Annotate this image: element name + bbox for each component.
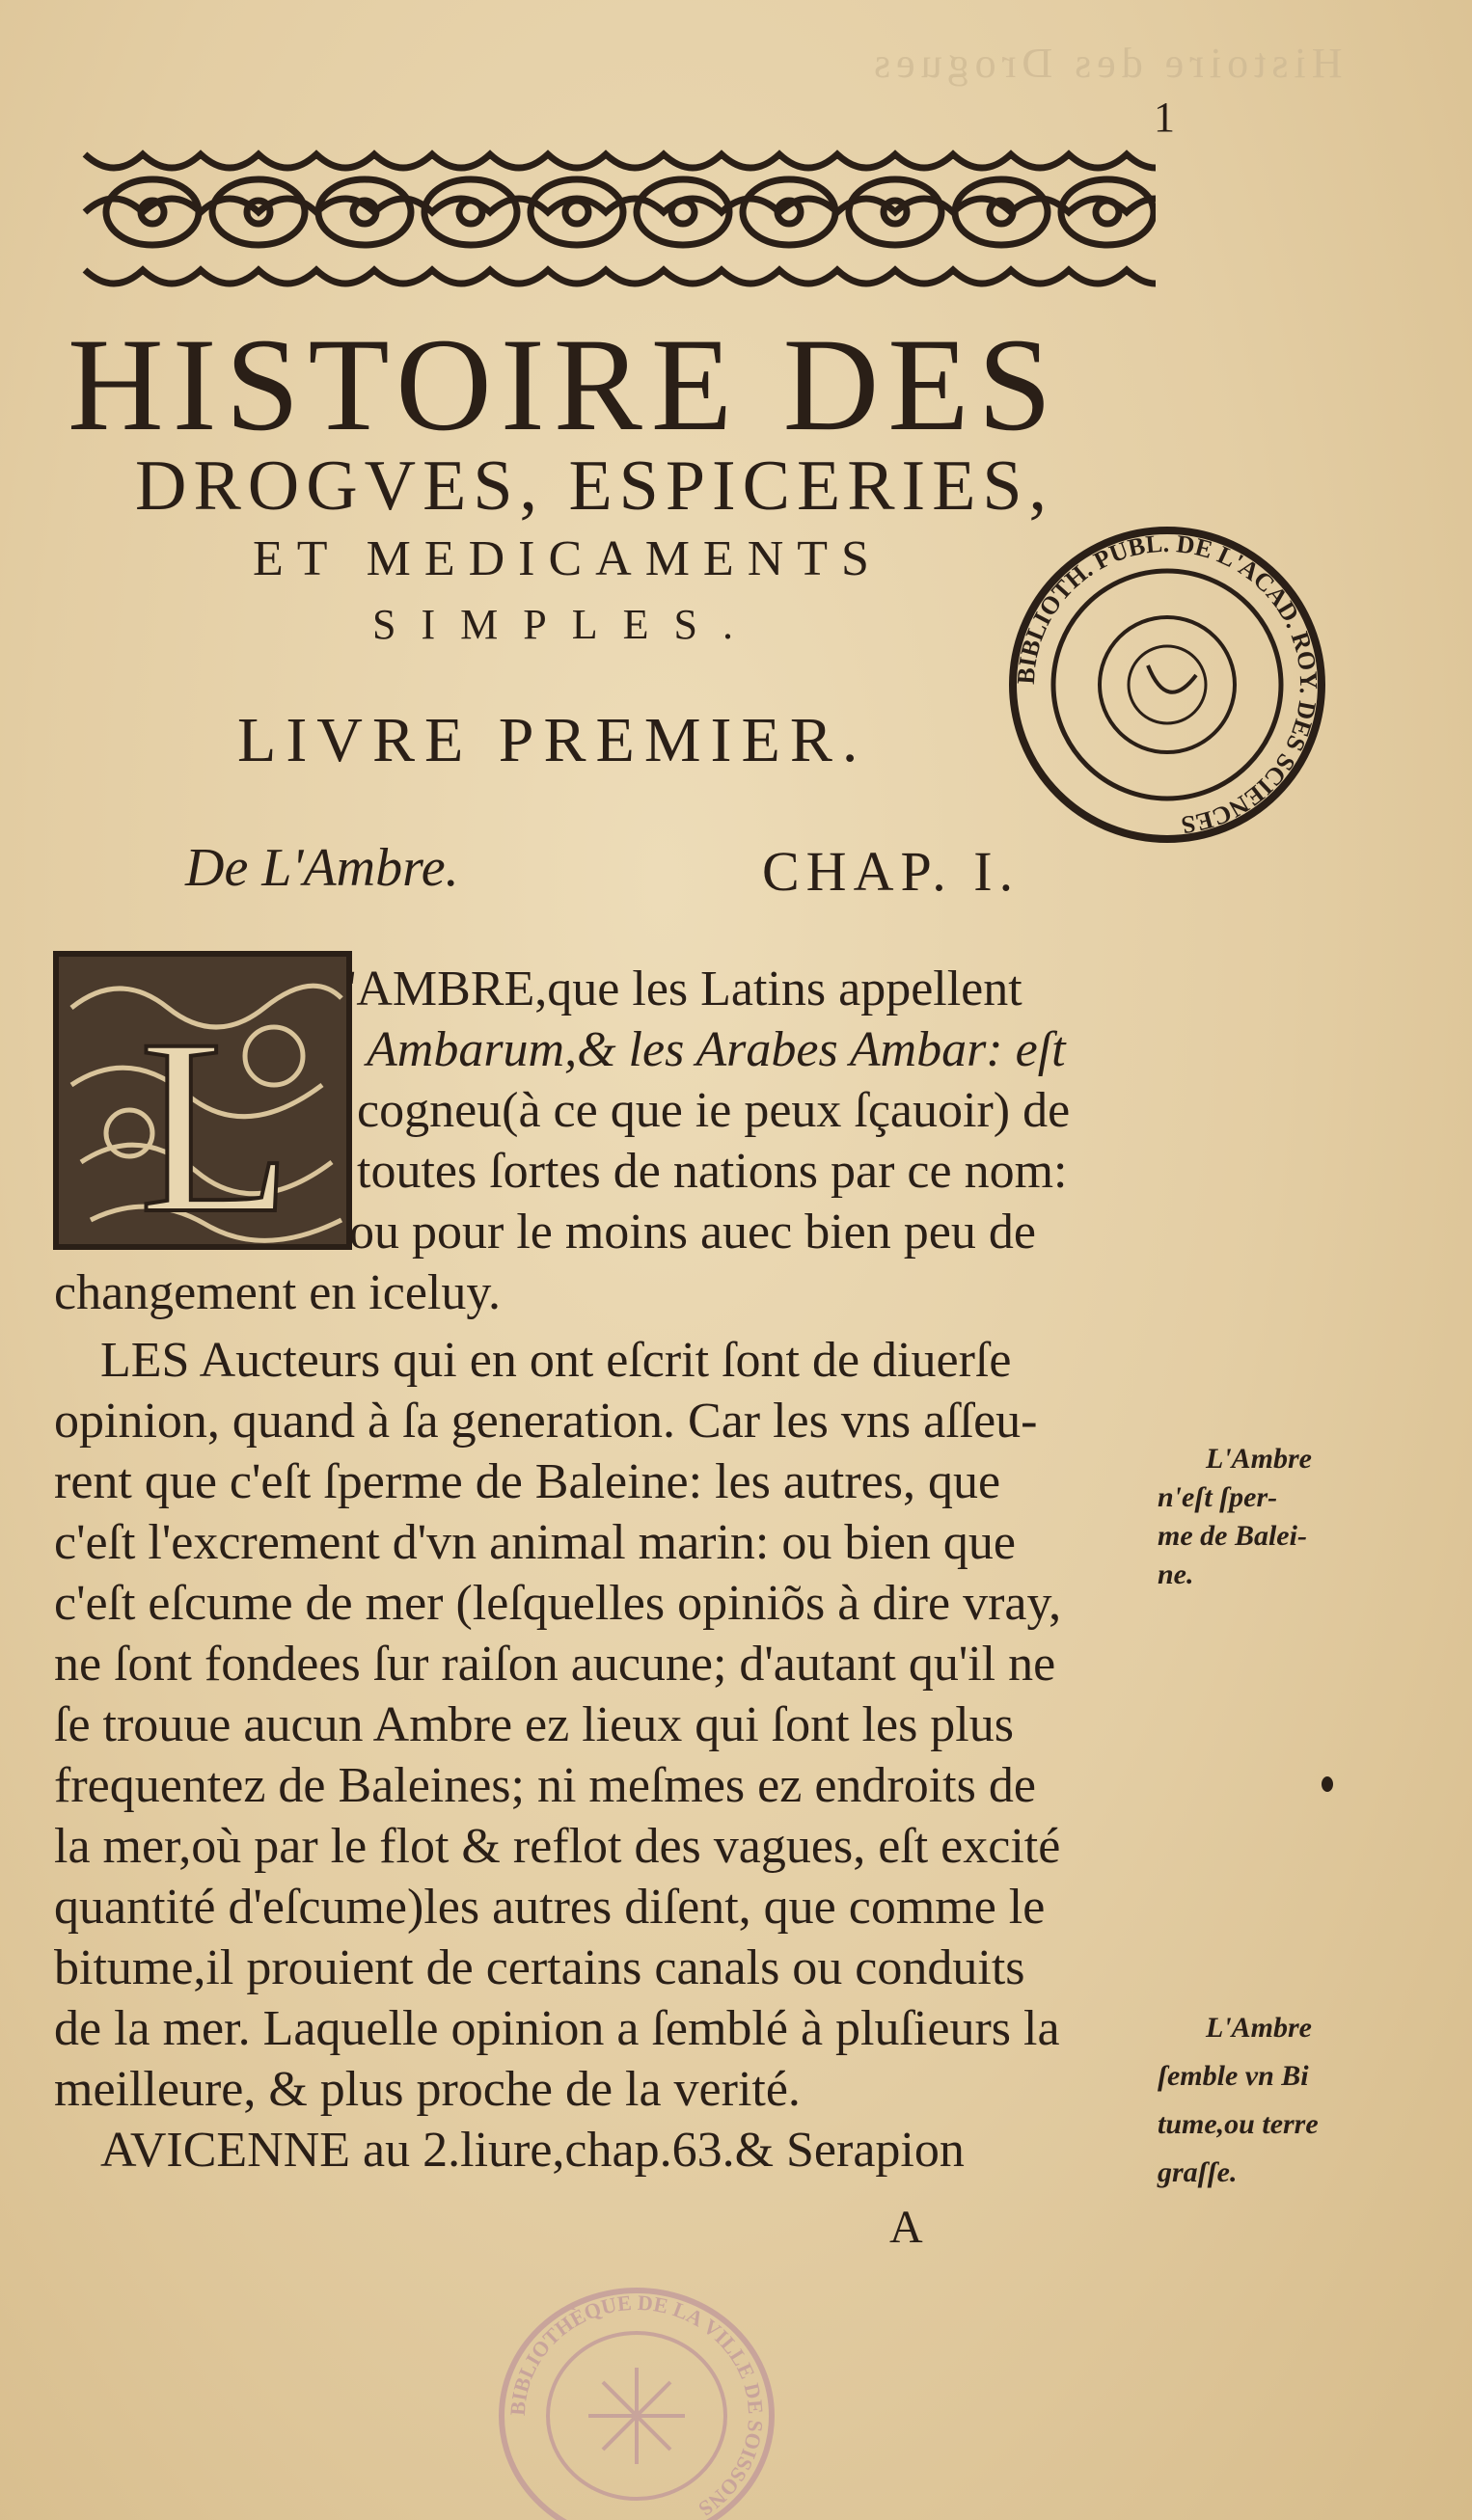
margin-note-line: graſſe. [1158, 2156, 1238, 2188]
body-line: toutes ſortes de nations par ce nom: [357, 1144, 1068, 1199]
body-line: quantité d'eſcume)les autres diſent, que comme le [54, 1880, 1046, 1935]
body-line: c'eſt l'excrement d'vn animal marin: ou bien que [54, 1515, 1016, 1570]
stamp-text: BIBLIOTH. PUBL. DE L'ACAD. ROY. DES SCIENCES [1011, 528, 1323, 840]
faded-stamp-text: BIBLIOTHÈQUE DE LA VILLE DE SOISSONS [504, 2290, 769, 2520]
margin-note-line: ſemble vn Bi [1158, 2060, 1309, 2092]
body-line: c'eſt eſcume de mer (leſquelles opiniõs à dire vray, [54, 1576, 1062, 1631]
body-line: Ambarum,& les Arabes Ambar: eſt [367, 1022, 1066, 1077]
body-line: bitume,il prouient de certains canals ou conduits [54, 1940, 1025, 1995]
body-line: de la mer. Laquelle opinion a ſemblé à pluſieurs la [54, 2001, 1060, 2056]
body-line: opinion, quand à ſa generation. Car les vns aſſeu- [54, 1394, 1038, 1449]
body-line: 'AMBRE,que les Latins appellent [347, 962, 1022, 1016]
margin-note-line: ne. [1158, 1558, 1194, 1590]
margin-note-line: me de Balei- [1158, 1520, 1307, 1552]
subtitle-line-1: DROGVES, ESPICERIES, [135, 447, 1054, 526]
body-line: LES Aucteurs qui en ont eſcrit ſont de diuerſe [100, 1333, 1012, 1388]
body-line: ſe trouue aucun Ambre ez lieux qui ſont les plus [54, 1697, 1014, 1752]
margin-note-line: tume,ou terre [1158, 2108, 1319, 2140]
book-title: HISTOIRE DES [68, 311, 1061, 458]
margin-note-line: n'eſt ſper- [1158, 1481, 1278, 1513]
ink-dot [1322, 1776, 1333, 1792]
body-line: la mer,où par le flot & reflot des vagues, eſt excité [54, 1819, 1061, 1874]
body-line: changement en iceluy. [54, 1265, 501, 1320]
page-number: 1 [1154, 94, 1175, 141]
subtitle-line-3: SIMPLES. [372, 601, 758, 648]
body-line: ou pour le moins auec bien peu de [349, 1205, 1036, 1260]
ornamental-headpiece [75, 116, 1156, 309]
body-line: meilleure, & plus proche de la verité. [54, 2062, 801, 2117]
faded-library-stamp [482, 2271, 791, 2520]
body-line: frequentez de Baleines; ni meſmes ez endroits de [54, 1758, 1036, 1813]
body-line: AVICENNE au 2.liure,chap.63.& Serapion [100, 2123, 965, 2178]
chapter-number: CHAP. I. [762, 840, 1021, 903]
decorated-initial [52, 950, 353, 1251]
chapter-topic: De L'Ambre. [185, 838, 459, 898]
library-stamp [1003, 521, 1331, 849]
bleed-through-text: Histoire des Drogues [868, 40, 1343, 87]
margin-note-line: L'Ambre [1206, 1443, 1312, 1475]
drop-cap-letter: L [139, 988, 292, 1251]
signature-mark: A [889, 2202, 923, 2253]
body-line: cogneu(à ce que ie peux ſçauoir) de [357, 1083, 1071, 1138]
margin-note-line: L'Ambre [1206, 2012, 1312, 2044]
subtitle-line-2: ET MEDICAMENTS [253, 531, 883, 586]
body-line: rent que c'eſt ſperme de Baleine: les autres, que [54, 1454, 1001, 1509]
body-line: ne ſont fondees ſur raiſon aucune; d'autant qu'il ne [54, 1637, 1056, 1692]
book-heading: LIVRE PREMIER. [237, 705, 868, 775]
